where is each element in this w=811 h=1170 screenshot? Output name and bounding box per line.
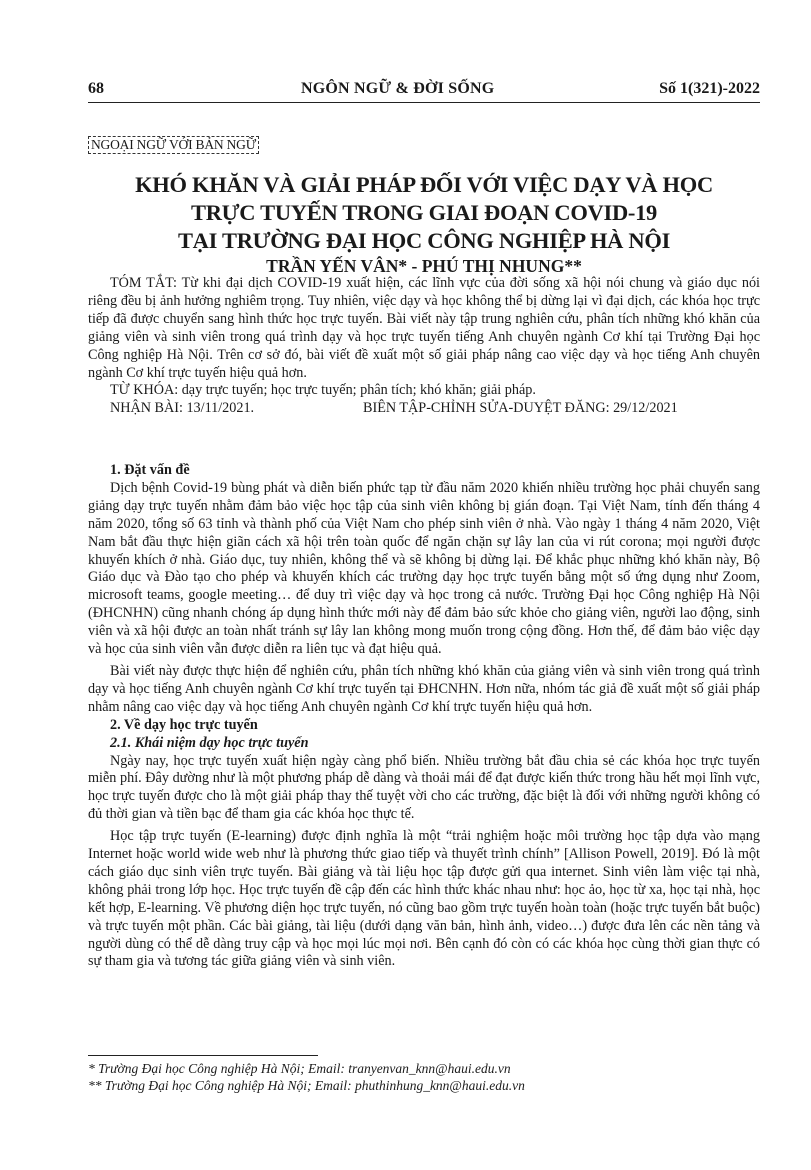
footnotes	[88, 1060, 760, 1094]
paragraph: Ngày nay, học trực tuyến xuất hiện ngày càng phổ biến. Nhiều trường bắt đầu chia sẻ các khóa học trực tuyến miễn phí. Đây dường như là một phương pháp dễ dàng và thoải mái để đạt được kiến thức trong hầu hết mọi lĩnh vực, học trực tuyến được cho là một giải pháp thay thế tuyệt vời cho các trường, đặc biệt là đối với những người không có đủ thời gian và tiền bạc để tham gia các khóa học thực tế.	[88, 752, 760, 823]
paragraph: Học tập trực tuyến (E-learning) được định nghĩa là một “trải nghiệm hoặc môi trường học tập dựa vào mạng Internet hoặc world wide web như là phương thức giao tiếp và thuyết trình chính” [Allison Powell, 2019]. Đó là một cách giáo dục sinh viên trực tuyến. Bài giảng và tài liệu học tập được gửi qua internet. Sinh viên làm việc tại nhà, không phải trong lớp học. Học trực tuyến đề cập đến các hình thức khác nhau như: học ảo, học từ xa, học tại nhà, học kết hợp, E-learning. Về phương diện học trực tuyến, nó cũng bao gồm trực tuyến hoàn toàn (hoặc trực tuyến bắt buộc) và trực tuyến một phần. Các bài giảng, tài liệu (dưới dạng văn bản, hình ảnh, video…) được đưa lên các nền tảng và người dùng có thể dễ dàng truy cập và học mọi lúc mọi nơi. Bên cạnh đó còn có các khóa học cùng thời gian thực có sự tham gia và tương tác giữa giảng viên và sinh viên.	[88, 828, 760, 970]
article-authors: TRẦN YẾN VÂN* - PHÚ THỊ NHUNG**	[266, 256, 582, 276]
article-body	[88, 462, 760, 971]
article-dates	[88, 400, 760, 418]
article-title	[88, 171, 760, 255]
edited-date: BIÊN TẬP-CHỈNH SỬA-DUYỆT ĐĂNG: 29/12/2021	[363, 400, 678, 417]
title-line: TRỰC TUYẾN TRONG GIAI ĐOẠN COVID-19	[191, 200, 657, 225]
section-category-tag: NGOẠI NGỮ VỚI BẢN NGỮ	[88, 136, 259, 154]
section-heading-2: 2. Về dạy học trực tuyến	[110, 716, 258, 733]
footnote: ** Trường Đại học Công nghiệp Hà Nội; Email: phuthinhung_knn@haui.edu.vn	[88, 1078, 525, 1093]
running-header	[88, 80, 760, 103]
issue-number: Số 1(321)-2022	[659, 80, 760, 97]
journal-name: NGÔN NGỮ & ĐỜI SỐNG	[301, 80, 495, 97]
subsection-heading-2-1: 2.1. Khái niệm dạy học trực tuyến	[110, 734, 309, 751]
title-line: TẠI TRƯỜNG ĐẠI HỌC CÔNG NGHIỆP HÀ NỘI	[177, 228, 671, 253]
title-line: KHÓ KHĂN VÀ GIẢI PHÁP ĐỐI VỚI VIỆC DẠY VÀ HỌC	[135, 172, 713, 197]
footnote: * Trường Đại học Công nghiệp Hà Nội; Email: tranyenvan_knn@haui.edu.vn	[88, 1061, 511, 1076]
footnote-divider	[88, 1055, 318, 1056]
abstract-text: TÓM TẮT: Từ khi đại dịch COVID-19 xuất hiện, các lĩnh vực của đời sống xã hội nói chung và giáo dục nói riêng đều bị ảnh hưởng nghiêm trọng. Tuy nhiên, việc dạy và học không thể bị dừng lại vì đại dịch, các khóa học trực tiếp đã được chuyển sang hình thức học trực tuyến. Bài viết này tập trung nghiên cứu, phân tích những khó khăn của giảng viên và sinh viên trong quá trình dạy và học trực tuyến tiếng Anh chuyên ngành Cơ khí tại Trường Đại học Công nghiệp Hà Nội. Trên cơ sở đó, bài viết đề xuất một số giải pháp nâng cao việc dạy và học tiếng Anh chuyên ngành Cơ khí trực tuyến hiệu quả hơn.	[88, 275, 760, 381]
paragraph: Bài viết này được thực hiện để nghiên cứu, phân tích những khó khăn của giảng viên và sinh viên trong quá trình dạy và học tiếng Anh chuyên ngành Cơ khí trực tuyến tại ĐHCNHN. Hơn nữa, nhóm tác giả đề xuất một số giải pháp nhằm nâng cao việc dạy và học tiếng Anh chuyên ngành Cơ khí trực tuyến hiệu quả hơn.	[88, 662, 760, 715]
received-date: NHẬN BÀI: 13/11/2021.	[110, 400, 255, 417]
page-number: 68	[88, 80, 104, 97]
section-heading-1: 1. Đặt vấn đề	[110, 462, 190, 478]
abstract-block	[88, 275, 760, 418]
keywords: TỪ KHÓA: dạy trực tuyến; học trực tuyến; phân tích; khó khăn; giải pháp.	[110, 382, 536, 399]
paragraph: Dịch bệnh Covid-19 bùng phát và diễn biến phức tạp từ đầu năm 2020 khiến nhiều trường học phải chuyển sang giảng dạy trực tuyến nhằm đảm bảo việc học tập của sinh viên không bị gián đoạn. Tại Việt Nam, tính đến tháng 4 năm 2020, tổng số 63 tỉnh và thành phố của Việt Nam cho phép sinh viên ở nhà. Vào ngày 1 tháng 4 năm 2020, Việt Nam bắt đầu thực hiện giãn cách xã hội trên toàn quốc để ngăn chặn sự lây lan của vi rút corona; mọi người được khuyến khích ở nhà. Giáo dục, tuy nhiên, không thể và sẽ không bị dừng lại. Để khắc phục những khó khăn này, Bộ Giáo dục và Đào tạo cho phép và khuyến khích các trường dạy học trực tuyến bằng một số ứng dụng như Zoom, microsoft teams, google meeting… để duy trì việc dạy và học trong cả nước. Trường Đại học Công nghiệp Hà Nội (ĐHCNHN) cũng nhanh chóng áp dụng hình thức mới này để đảm bảo sức khỏe cho giảng viên, người lao động, sinh viên và xã hội được an toàn nhất tránh sự lây lan không mong muốn trong cộng đồng. Hơn thế, để đảm bảo việc dạy và học của sinh viên vẫn được diễn ra liên tục và đạt hiệu quả.	[88, 479, 760, 658]
